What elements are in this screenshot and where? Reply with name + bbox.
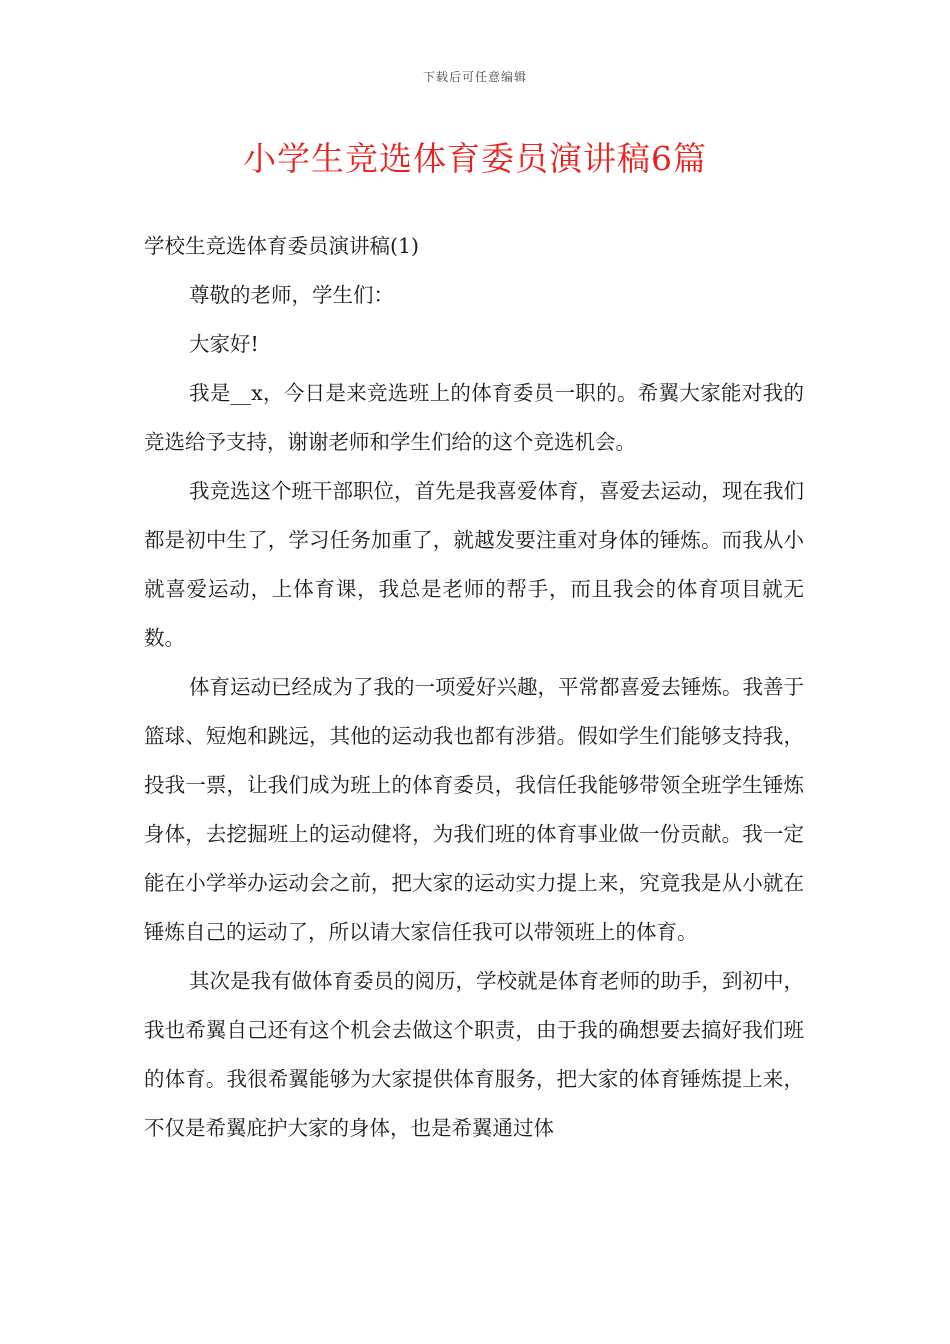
section-heading: 学校生竞选体育委员演讲稿(1)	[144, 234, 420, 258]
paragraph: 其次是我有做体育委员的阅历，学校就是体育老师的助手，到初中，我也希翼自己还有这个机会去做这个职责，由于我的确想要去搞好我们班的体育。我很希翼能够为大家提供体育服务，把大家的体育锤炼提上来，不仅是希翼庇护大家的身体，也是希翼通过体	[144, 969, 804, 1140]
document-body	[144, 222, 804, 1153]
paragraph: 我是__x，今日是来竞选班上的体育委员一职的。希翼大家能对我的竞选给予支持，谢谢老师和学生们给的这个竞选机会。	[144, 381, 804, 454]
header-note: 下载后可任意编辑	[422, 70, 527, 84]
paragraph: 体育运动已经成为了我的一项爱好兴趣，平常都喜爱去锤炼。我善于篮球、短炮和跳远，其他的运动我也都有涉猎。假如学生们能够支持我，投我一票，让我们成为班上的体育委员，我信任我能够带领全班学生锤炼身体，去挖掘班上的运动健将，为我们班的体育事业做一份贡献。我一定能在小学举办运动会之前，把大家的运动实力提上来，究竟我是从小就在锤炼自己的运动了，所以请大家信任我可以带领班上的体育。	[144, 675, 804, 944]
document-title: 小学生竞选体育委员演讲稿6篇	[243, 139, 707, 178]
paragraph: 我竞选这个班干部职位，首先是我喜爱体育，喜爱去运动，现在我们都是初中生了，学习任务加重了，就越发要注重对身体的锤炼。而我从小就喜爱运动，上体育课，我总是老师的帮手，而且我会的体育项目就无数。	[144, 479, 804, 650]
salutation: 尊敬的老师，学生们：	[189, 283, 394, 307]
greeting: 大家好!	[189, 332, 259, 356]
